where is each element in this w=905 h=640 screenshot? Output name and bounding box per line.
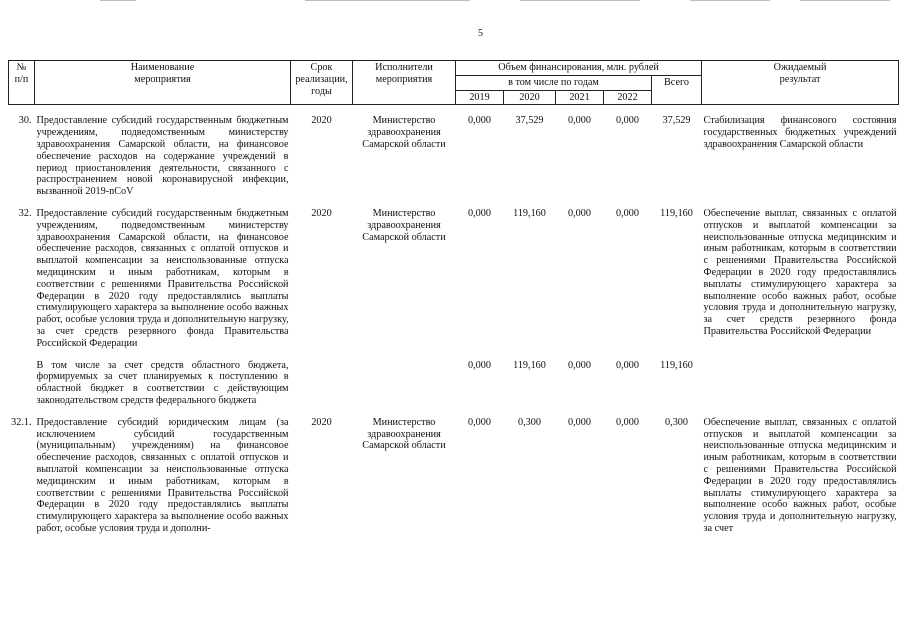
row-2019: 0,000 <box>468 115 491 127</box>
header-year-2020: 2020 <box>504 90 556 105</box>
row-term: 2020 <box>311 115 332 127</box>
row-2021: 0,000 <box>568 359 591 371</box>
row-2022: 0,000 <box>616 359 639 371</box>
row-number <box>9 360 35 407</box>
header-year-2019: 2019 <box>456 90 504 105</box>
row-name: Предоставление субсидий государственным бюджетным учреждениям, подведомственным министерству здравоохранения Самарской области, на финансовое обеспечение расходов, связанных с оплатой отпусков и выплатой компенсации за неиспользованные отпуска медицинским и иным работникам, которым в соответствии с решениями Правительства Российской Федерации в 2020 году предоставлялись выплаты стимулирующего характера за выполнение особо важных работ, особые условия труда и дополнительную нагрузку, за счет средств резервного фонда Правительства Российской Федерации <box>36 207 289 349</box>
row-2022: 0,000 <box>616 207 639 219</box>
row-name: Предоставление субсидий юридическим лицам (за исключением субсидий государственным (муниципальным) учреждениям) на финансовое обеспечение расходов, связанных с оплатой отпусков и выплатой компенсации за неиспользованные отпуска медицинским и иным работникам, которым в соответствии с решениями Правительства Российской Федерации в 2020 году предоставлялись выплаты стимулирующего характера за выполнение особо важных работ, особые условия труда и дополни- <box>36 416 289 534</box>
header-result: Ожидаемый результат <box>702 61 899 105</box>
row-number: 32.1. <box>11 416 32 428</box>
header-by-years: в том числе по годам <box>456 75 652 90</box>
header-name: Наименование мероприятия <box>35 61 291 105</box>
table-row <box>9 417 899 535</box>
row-executor: Министерство здравоохранения Самарской области <box>362 416 446 452</box>
row-name: Предоставление субсидий государственным бюджетным учреждениям, подведомственным министерству здравоохранения Самарской области, на финансовое обеспечение расходов на содержание учреждений в период приостановления деятельности, связанного с распространением новой коронавирусной инфекции, вызванной 2019-nCoV <box>36 115 289 198</box>
row-result: Обеспечение выплат, связанных с оплатой отпусков и выплатой компенсации за неиспользованные отпуска медицинским и иным работникам, которым в соответствии с решениями Правительства Российской Федерации в 2020 году предоставлялись выплаты стимулирующего характера за выполнение особо важных работ, особые условия труда и дополнительную нагрузку, за счет <box>703 416 897 534</box>
scan-mark <box>305 0 470 1</box>
row-2019: 0,000 <box>468 207 491 219</box>
row-number: 32. <box>18 207 32 219</box>
row-result <box>702 360 899 407</box>
row-2019: 0,000 <box>468 359 491 371</box>
page-number: 5 <box>478 28 483 39</box>
header-funding: Объем финансирования, млн. рублей <box>456 61 702 76</box>
row-2020: 119,160 <box>513 207 546 219</box>
header-term: Срок реализации, годы <box>291 61 353 105</box>
row-result: Стабилизация финансового состояния государственных бюджетных учреждений здравоохранения Самарской области <box>703 115 897 150</box>
row-result: Обеспечение выплат, связанных с оплатой отпусков и выплатой компенсации за неиспользованные отпуска медицинским и иным работникам, которым в соответствии с решениями Правительства Российской Федерации в 2020 году предоставлялись выплаты стимулирующего характера за выполнение особо важных работ, особые условия труда и дополнительную нагрузку, за счет средств резервного фонда Правительства Российской Федерации <box>703 207 897 337</box>
row-executor: Министерство здравоохранения Самарской области <box>362 115 446 150</box>
row-2021: 0,000 <box>568 416 591 428</box>
row-executor: Министерство здравоохранения Самарской области <box>362 207 446 243</box>
table-row <box>9 360 899 407</box>
row-number: 30. <box>18 115 32 127</box>
scan-mark <box>800 0 890 1</box>
row-2020: 37,529 <box>515 115 544 127</box>
row-2021: 0,000 <box>568 115 591 127</box>
financing-table <box>8 60 899 535</box>
header-year-2021: 2021 <box>556 90 604 105</box>
table-row <box>9 208 899 350</box>
row-term: 2020 <box>311 207 332 219</box>
row-2020: 0,300 <box>518 416 541 428</box>
row-executor <box>353 360 456 407</box>
row-2019: 0,000 <box>468 416 491 428</box>
row-total: 119,160 <box>660 207 693 219</box>
scan-mark <box>690 0 770 1</box>
header-executors: Исполнители мероприятия <box>353 61 456 105</box>
header-year-2022: 2022 <box>604 90 652 105</box>
row-2022: 0,000 <box>616 416 639 428</box>
scan-mark <box>520 0 640 1</box>
row-2020: 119,160 <box>513 359 546 371</box>
header-num: № п/п <box>9 61 35 105</box>
row-term: 2020 <box>311 416 332 428</box>
row-term <box>291 360 353 407</box>
row-name: В том числе за счет средств областного бюджета, формируемых за счет планируемых к поступлению в областной бюджет в соответствии с действующим законодательством средств федерального бюджета <box>36 359 289 406</box>
header-total: Всего <box>652 75 702 105</box>
row-2022: 0,000 <box>616 115 639 127</box>
row-2021: 0,000 <box>568 207 591 219</box>
row-total: 37,529 <box>662 115 691 127</box>
scan-mark <box>100 0 136 1</box>
table-row <box>9 115 899 198</box>
row-total: 119,160 <box>660 359 693 371</box>
row-total: 0,300 <box>665 416 688 428</box>
